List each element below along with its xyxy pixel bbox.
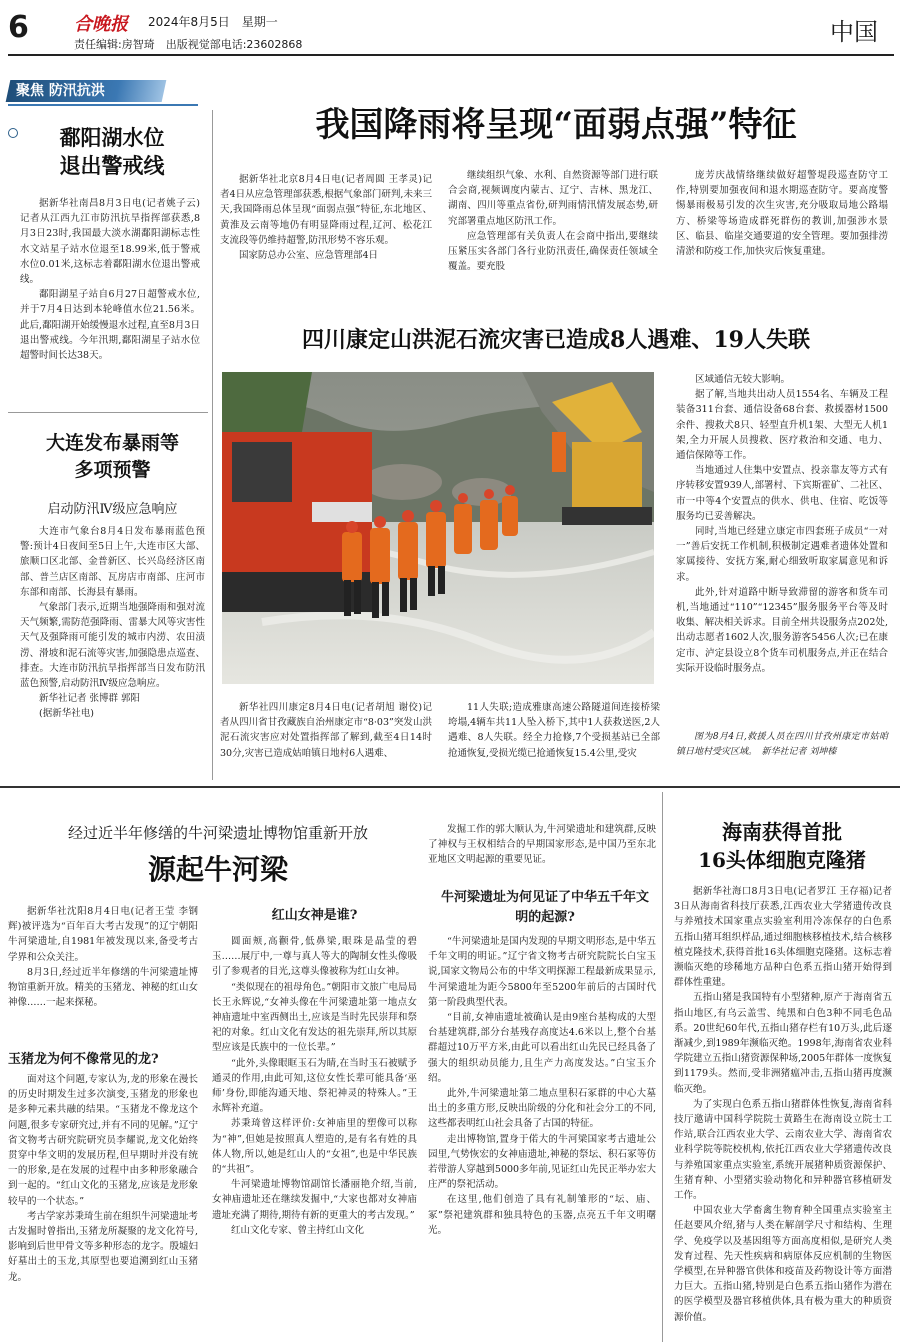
dalian-subtitle: 启动防汛Ⅳ级应急响应 (47, 502, 178, 517)
museum-intro (8, 904, 198, 1010)
section-name: 中国 (830, 18, 878, 46)
paragraph: 11人失联;造成雅康高速公路隧道间连接桥梁垮塌,4辆车共11人坠入桥下,其中1人获救送医,2人遇难、8人失联。经全力抢修,7个受损基站已全部抢通恢复,受损光缆已抢通恢复15.4公里,受灾 (448, 702, 660, 759)
poyang-body (20, 196, 200, 363)
paragraph: 面对这个问题,专家认为,龙的形象在漫长的历史时期发生过多次演变,玉猪龙的形象也是多种元素共融的结果。“玉猪龙不像龙这个问题,很多专家研究过,并有不同的见解。”辽宁省文物考古研究院研究员李耀说,龙文化始终贯穿中华文明的发展历程,但早期时并没有统一的形象,是在发展的过程中由多种形象融合到一起的。“红山文化的玉猪龙,应该是龙形象较早的一个状态。” (8, 1074, 198, 1207)
paragraph: 考古学家苏秉琦生前在组织牛河梁遗址考古发掘时曾指出,玉猪龙所凝聚的龙文化符号,影响到后世甲骨文等多种形态的龙字。殷墟妇好墓出土的玉龙,其原型也要追溯到红山玉猪龙。 (8, 1210, 199, 1283)
paragraph: 鄱阳湖星子站自6月27日超警戒水位,并于7月4日达到本轮峰值水位21.56米。此后,鄱阳湖开始缓慢退水过程,直至8月3日退出警戒线。今年汛期,鄱阳湖星子站水位超警时间长达38天。 (20, 289, 200, 362)
column-rule (212, 110, 213, 780)
paragraph: 据新华社海口8月3日电(记者罗江 王存福)记者3日从海南省科技厅获悉,江西农业大学猪遗传改良与养殖技术国家重点实验室利用冷冻保存的白色系五指山猪耳组织样品,通过细胞核移植技术,结合核移植克隆技术,获得首批16头体细胞克隆猪。这标志着濒临灭绝的珍稀地方品种白色系五指山猪开始得到群体性重建。 (674, 886, 892, 989)
editor-line: 责任编辑:房智琦 出版视觉部电话:23602868 (74, 38, 303, 51)
sichuan-column-2 (448, 700, 660, 761)
paragraph: 应急管理部有关负责人在会商中指出,要继续压紧压实各部门各行业防汛责任,确保责任领域全覆盖。要充股 (448, 230, 658, 273)
paragraph: 红山文化专家、曾主持红山文化 (231, 1224, 365, 1236)
newspaper-logo: 合晚报 (74, 14, 128, 35)
rescue-scene-photo (222, 372, 654, 684)
paragraph: 圆面颊,高颧骨,低鼻梁,眼珠是晶莹的碧玉……展厅中,一尊与真人等大的陶制女性头像吸引了参观者的目光,这尊头像被称为红山女神。 (212, 936, 417, 978)
hainan-title-line2: 16头体细胞克隆猪 (698, 848, 866, 872)
paragraph: “目前,女神庙遗址被确认是由9座台基构成的大型台基建筑群,部分台基残存高度达4.6米以上,整个台基群超过10万平方米,由此可以看出红山先民已经具备了强大的组织动员能力,且生产力高度发达。”白宝玉介绍。 (428, 1012, 656, 1084)
paragraph: 此外,牛河梁遗址第二地点里积石冢群的中心大墓出土的多重方形,反映出阶级的分化和社会分工的不同,这些都表明红山社会具备了古国的特征。 (428, 1088, 656, 1130)
dalian-body (20, 524, 205, 722)
paragraph: “牛河梁遗址是国内发现的早期文明形态,是中华五千年文明的明证。”辽宁省文物考古研究院院长白宝玉说,国家文物局公布的中华文明探源工程最新成果显示,牛河梁遗址为距今5800年至5200年前后的古国时代第一阶段典型代表。 (428, 936, 656, 1008)
paragraph: 庞芳庆战情络继续做好超警堤段巡查防守工作,特别要加强夜间和退水期巡查防守。要高度警惕暴雨极易引发的次生灾害,充分吸取局地公路塌方、桥梁等场造成群死群伤的教训,加强涉水景区、临县、临崖交通要道的安全管理。要加强排涝清淤和防疫工作,加快灾后恢复重建。 (676, 170, 888, 258)
museum-column-3 (428, 934, 656, 1238)
masthead-rule (8, 54, 894, 56)
hainan-title-line1: 海南获得首批 (722, 820, 842, 844)
photo-caption: 图为8月4日,救援人员在四川甘孜州康定市姑咱镇日地村受灾区域。 新华社记者 刘坤榛 (676, 732, 888, 757)
paragraph: (据新华社电) (39, 708, 94, 720)
topic-banner-label: 聚焦 防汛抗洪 (16, 83, 105, 99)
issue-date: 2024年8月5日 星期一 (148, 15, 278, 29)
museum-column-1 (8, 1072, 198, 1285)
paragraph: 在这里,他们创造了具有礼制雏形的“坛、庙、冢”祭祀建筑群和独具特色的玉器,点亮五千年文明曙光。 (428, 1194, 656, 1236)
paragraph: 此外,针对道路中断导致滞留的游客和货车司机,当地通过“110”“12345”服务服务平台等及时收集、解决相关诉求。目前全州共设服务点202处,出动志愿者1602人次,服务游客5456人次;已在康定市、泸定县设立8个货车司机服务点,并正在结合实际开设临时服务点。 (676, 586, 888, 674)
paragraph: “类似现在的祖母角色。”朝阳市文旅广电局局长王永辉说,“女神头像在牛河梁遗址第一地点女神庙遗址中室西侧出土,应该是当时先民崇拜和祭祀的对象。红山文化有发达的祖先崇拜,所以其原型应该是氏族中的一位长辈。” (212, 981, 417, 1054)
circle-bullet-icon (8, 128, 18, 138)
rescue-scene-illustration (222, 372, 654, 684)
dalian-title-line1: 大连发布暴雨等 (45, 432, 179, 454)
poyang-title (22, 124, 202, 180)
museum-title: 源起牛河梁 (147, 853, 288, 886)
column-rule (662, 792, 663, 1342)
paragraph: 据新华社南昌8月3日电(记者姚子云)记者从江西九江市防汛抗旱指挥部获悉,8月3日23时,我国最大淡水湖鄱阳湖标志性水文站星子站水位退至18.99米,低于警戒水位0.01米,这标志着鄱阳湖水位退出警戒线。 (20, 198, 200, 286)
sichuan-column-3 (676, 372, 888, 676)
paragraph: 据了解,当地共出动人员1554名、车辆及工程装备311台套、通信设备68台套、救援器材1500余件、搜救犬8只、轻型直升机1架、大型无人机1架,全力开展人员搜救、医疗救治和交通、电力、通信保障等工作。 (676, 389, 888, 462)
museum-subhead-3: 牛河梁遗址为何见证了中华五千年文明的起源? (440, 890, 649, 925)
banner-underline (8, 104, 198, 106)
paragraph: 大连市气象台8月4日发布暴雨蓝色预警:预计4日夜间至5日上午,大连市区大部、旅顺口区北部、金普新区、长兴岛经济区南部、普兰店区南部、瓦房店市南部、庄河市东部和南部、长海县有暴雨。 (20, 526, 205, 598)
paragraph: 同时,当地已经建立康定市四套班子成员“一对一”善后安抚工作机制,积极制定遇难者遗体处置和家属接待、安抚方案,耐心细致听取家属意见和诉求。 (676, 526, 888, 583)
paragraph: 为了实现白色系五指山猪群体性恢复,海南省科技厅邀请中国科学院院士黄路生在海南设立院士工作站,联合江西农业大学、云南农业大学、海南省农业科学院等院校机构,依托江西农业大学猪遗传改良与养殖国家重点实验室,系统开展猪种质资源保护、生猪育种、小型猪实验动物化和异种器官移植研发工作。 (674, 1098, 892, 1202)
paragraph: 发掘工作的郭大顺认为,牛河梁遗址和建筑群,反映了神权与王权相结合的早期国家形态,是中国乃至东北亚地区文明起源的重要见证。 (428, 824, 656, 866)
museum-subhead-1: 玉猪龙为何不像常见的龙? (8, 1052, 159, 1067)
divider (8, 412, 208, 413)
lead-column-3 (676, 168, 888, 259)
dalian-title (20, 430, 205, 484)
museum-column-3-top (428, 822, 656, 868)
paragraph: 区域通信无较大影响。 (695, 374, 791, 385)
lead-column-2 (448, 168, 658, 274)
paragraph: “此外,头像眼眶玉石为睛,在当时玉石被赋予通灵的作用,由此可知,这位女性长辈可能具备‘巫师’身份,即能沟通天地、祭祀神灵的特殊人。”王永辉补充道。 (212, 1057, 417, 1115)
paragraph: 据新华社沈阳8月4日电(记者王莹 李钢辉)被评选为“百年百大考古发现”的辽宁朝阳牛河梁遗址,自1981年被发现以来,备受考古学界和公众关注。 (8, 906, 198, 963)
hainan-title (668, 818, 896, 874)
paragraph: 气象部门表示,近期当地强降雨和强对流天气频繁,需防范强降雨、雷暴大风等灾害性天气及强降雨可能引发的城市内涝、农田渍涝、滑坡和泥石流等灾害,加强隐患点巡查、排查。大连市防汛抗旱指挥部当日发布防汛蓝色预警,启动防汛Ⅳ级应急响应。 (20, 602, 205, 690)
paragraph: 据新华社北京8月4日电(记者周圆 王孝灵)记者4日从应急管理部获悉,根据气象部门研判,未来三天,我国降雨总体呈现“面弱点强”特征,东北地区、黄淮及云南等地仍有明显降雨过程,辽河、松花江支流段等仍维持超警,防汛形势不容乐观。 (220, 174, 432, 246)
lead-column-1 (220, 172, 432, 263)
museum-subhead-2: 红山女神是谁? (271, 908, 358, 923)
paragraph: 8月3日,经过近半年修缮的牛河梁遗址博物馆重新开放。精美的玉猪龙、神秘的红山女神像……一起来探秘。 (8, 966, 199, 1009)
paragraph: 当地通过人住集中安置点、投亲靠友等方式有序转移安置939人,部署村、下宾斯霍矿、二社区、市一中等4个安置点的供水、供电、住宿、吃饭等服务均已妥善解决。 (676, 465, 888, 522)
paragraph: 国家防总办公室、应急管理部4日 (239, 250, 379, 262)
paragraph: 新华社记者 张博群 郭阳 (39, 693, 141, 705)
section-rule (0, 786, 900, 788)
paragraph: 苏秉琦曾这样评价:女神庙里的塑像可以称为“神”,但她是按照真人塑造的,是有名有姓的具体人物,所以,她是红山人的“女祖”,也是中华民族的“共祖”。 (212, 1118, 417, 1176)
sichuan-title: 四川康定山洪泥石流灾害已造成8人遇难、19人失联 (302, 327, 810, 353)
sichuan-column-1 (220, 700, 432, 761)
hainan-body (674, 884, 892, 1325)
dalian-title-line2: 多项预警 (74, 459, 151, 481)
lead-title: 我国降雨将呈现“面弱点强”特征 (315, 105, 797, 145)
paragraph: 牛河梁遗址博物馆副馆长潘丽艳介绍,当前,女神庙遗址还在继续发掘中,“大家也都对女神庙遗址充满了期待,期待有新的更重大的考古发现。” (212, 1179, 417, 1221)
topic-banner (6, 80, 167, 102)
paragraph: 五指山猪是我国特有小型猪种,原产于海南省五指山地区,有乌云盖雪、纯黑和白色3种不同毛色品系。20世纪60年代,五指山猪存栏有10万头,此后逐渐减少,到1989年濒临灭绝。1998年,海南省农业科学院建立五指山猪资源保种场,2005年群体一度恢复到1179头。然而,受非洲猪瘟冲击,五指山猪再度濒临灭绝。 (674, 992, 892, 1095)
paragraph: 继续组织气象、水利、自然资源等部门进行联合会商,视频调度内蒙古、辽宁、吉林、黑龙江、湖南、四川等重点省份,研判雨情汛情发展态势,研究部署重点地区防汛工作。 (448, 170, 658, 227)
museum-column-2 (212, 934, 417, 1238)
paragraph: 走出博物馆,置身于偌大的牛河梁国家考古遗址公园里,气势恢宏的女神庙遗址,神秘的祭坛、积石冢等仿若带游人穿越到5000多年前,见证红山先民正举办宏大庄严的祭祀活动。 (428, 1133, 656, 1191)
museum-kicker: 经过近半年修缮的牛河梁遗址博物馆重新开放 (67, 824, 368, 842)
poyang-title-line2: 退出警戒线 (59, 153, 165, 178)
paragraph: 新华社四川康定8月4日电(记者胡旭 谢佼)记者从四川省甘孜藏族自治州康定市“8·03”突发山洪泥石流灾害应对处置指挥部了解到,截至4日14时30分,灾害已造成姑咱镇日地村6人遇难、 (220, 702, 432, 759)
paragraph: 中国农业大学畜禽生物育种全国重点实验室主任赵要风介绍,猪与人类在解剖学尺寸和结构、生理学、免疫学以及基因组等方面高度相似,是研究人类发育过程、先天性疾病和病原体反应机制的生物医学模型,在异种器官供体和疫苗及药物设计等方面潜力巨大。五指山猪,特别是白色系五指山猪作为潜在的医学模型及器官移植供体,具有极为重大的种质资源价值。 (674, 1205, 892, 1323)
poyang-title-line1: 鄱阳湖水位 (59, 125, 165, 150)
page-number: 6 (8, 10, 29, 45)
